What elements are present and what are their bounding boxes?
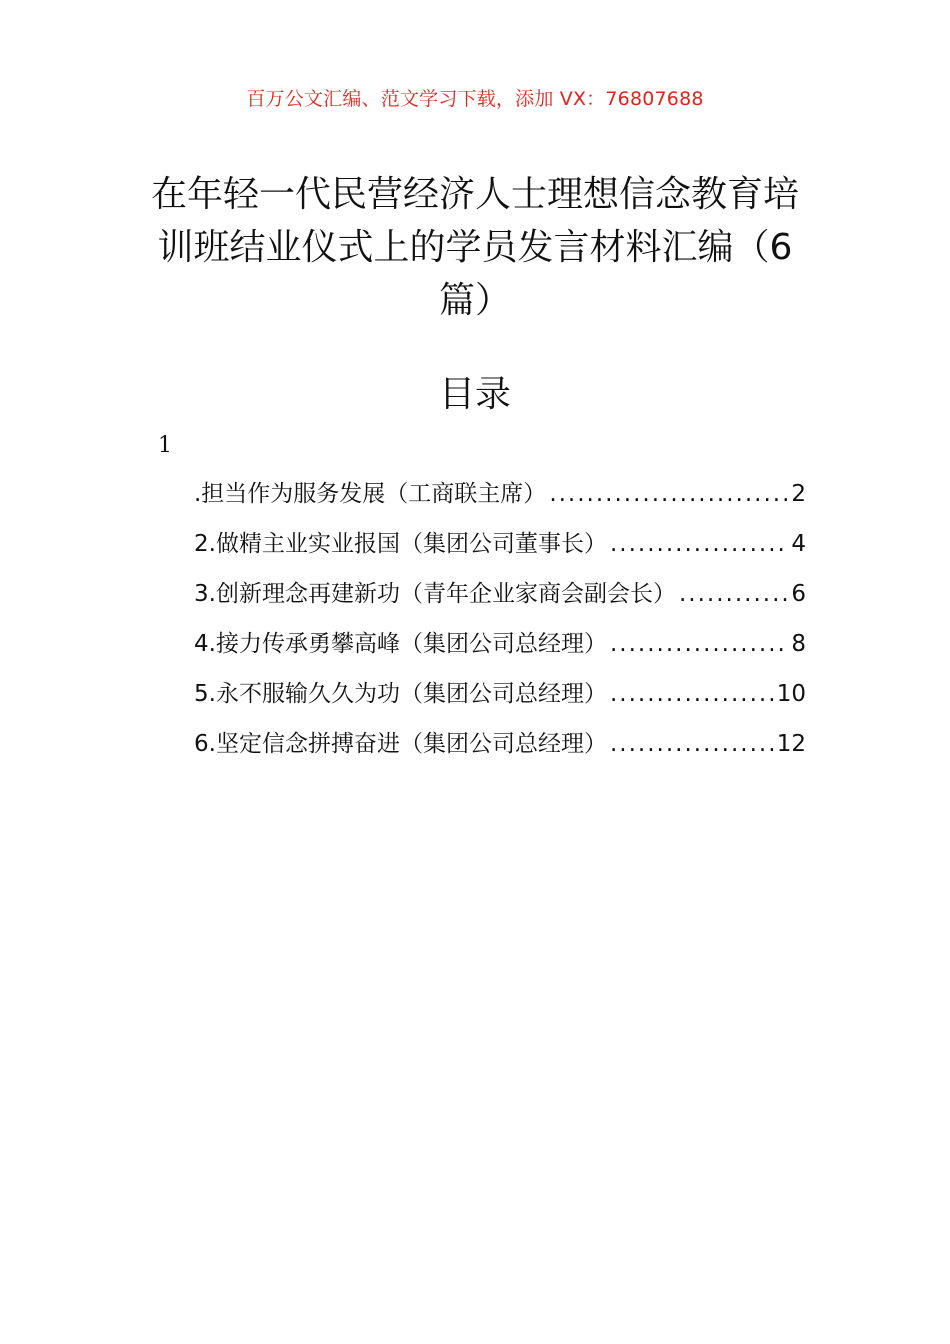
toc-entry-page: 8 <box>791 631 806 657</box>
toc-entry-page: 4 <box>791 531 806 557</box>
toc-entry-3[interactable] <box>194 574 806 624</box>
toc-dot-leader <box>610 524 788 564</box>
document-title-line-3: 篇） <box>438 280 511 321</box>
toc-dot-leader <box>610 724 774 764</box>
toc-entry-page: 6 <box>791 581 806 607</box>
stray-list-number: 1 <box>158 433 172 458</box>
toc-entry-text: .担当作为服务发展（工商联主席） <box>194 481 547 507</box>
toc-entry-page: 10 <box>776 681 806 707</box>
header-ad-text: 百万公文汇编、范文学习下载，添加 VX：76807688 <box>246 88 704 110</box>
toc-dot-leader <box>610 674 774 714</box>
toc-entry-text: 5.永不服输久久为功（集团公司总经理） <box>194 681 607 707</box>
toc-entry-page: 2 <box>791 481 806 507</box>
toc-entry-text: 3.创新理念再建新功（青年企业家商会副会长） <box>194 581 676 607</box>
toc-dot-leader <box>549 474 788 514</box>
toc-entry-1[interactable] <box>194 474 806 524</box>
toc-entry-text: 4.接力传承勇攀高峰（集团公司总经理） <box>194 631 607 657</box>
toc-entry-page: 12 <box>776 731 806 757</box>
document-title-line-2: 训班结业仪式上的学员发言材料汇编（6 <box>157 227 793 268</box>
document-title <box>150 168 800 327</box>
table-of-contents <box>194 474 806 774</box>
toc-entry-6[interactable] <box>194 724 806 774</box>
toc-entry-text: 2.做精主业实业报国（集团公司董事长） <box>194 531 607 557</box>
toc-dot-leader <box>610 624 788 664</box>
toc-entry-5[interactable] <box>194 674 806 724</box>
toc-dot-leader <box>679 574 788 614</box>
toc-heading: 目录 <box>438 374 511 415</box>
toc-entry-2[interactable] <box>194 524 806 574</box>
toc-entry-4[interactable] <box>194 624 806 674</box>
toc-entry-text: 6.坚定信念拼搏奋进（集团公司总经理） <box>194 731 607 757</box>
document-title-line-1: 在年轻一代民营经济人士理想信念教育培 <box>150 174 799 215</box>
